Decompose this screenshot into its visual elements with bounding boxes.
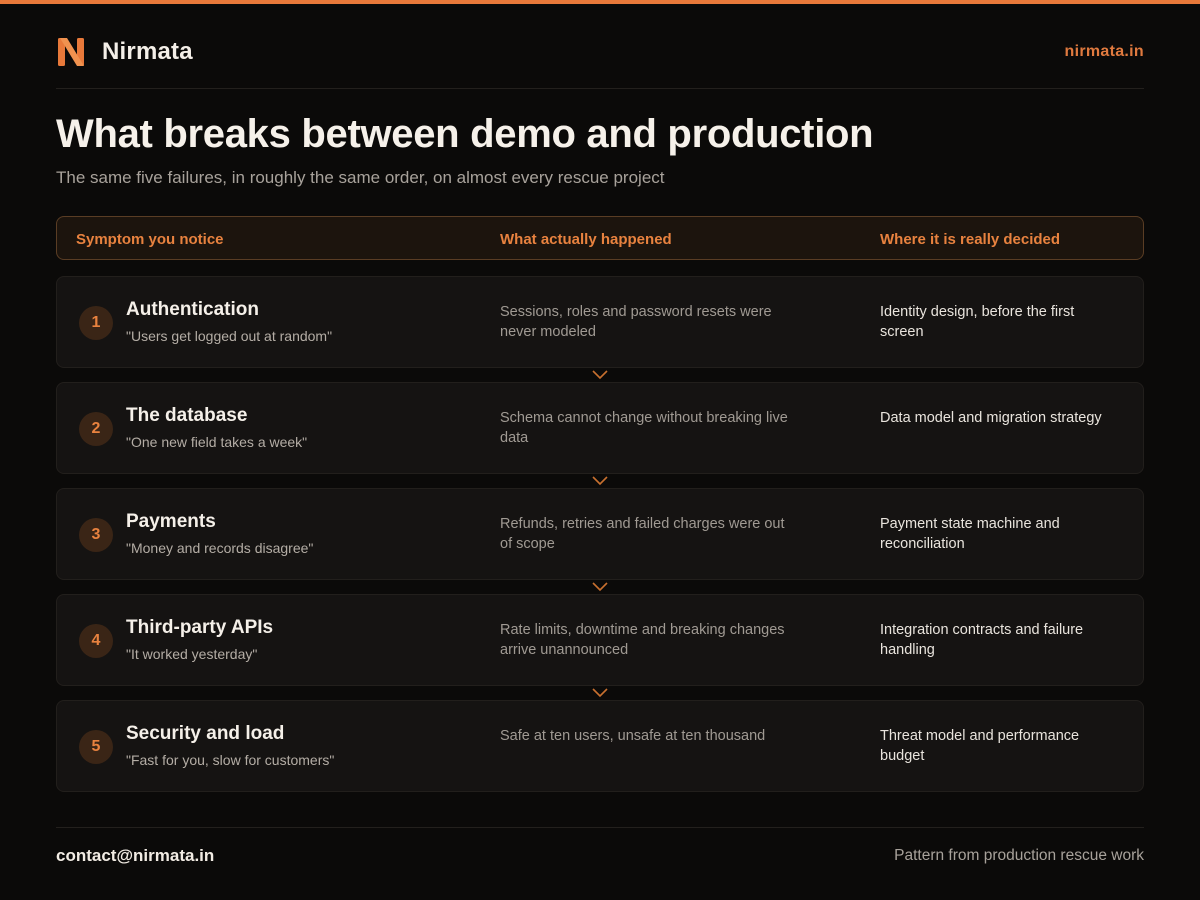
footer-divider: [56, 827, 1144, 828]
row-number-badge: 1: [79, 306, 113, 340]
contact-email-link[interactable]: contact@nirmata.in: [56, 846, 215, 865]
brand-name: Nirmata: [102, 38, 193, 65]
header: [56, 34, 1144, 70]
column-header-symptom: Symptom you notice: [76, 231, 224, 248]
page-title: What breaks between demo and production: [56, 112, 874, 156]
site-link[interactable]: nirmata.in: [1064, 43, 1144, 60]
header-divider: [56, 88, 1144, 89]
row-decided: Identity design, before the first screen: [880, 304, 1075, 340]
row-title: Payments: [126, 511, 216, 532]
row-symptom-quote: "It worked yesterday": [126, 646, 258, 662]
row-number-badge: 2: [79, 412, 113, 446]
chevron-down-icon: [591, 581, 609, 593]
row-number-badge: 4: [79, 624, 113, 658]
row-cause: Schema cannot change without breaking live data: [500, 410, 788, 446]
n-logo-icon: [56, 36, 88, 68]
table-row: [56, 276, 1144, 368]
chevron-down-icon: [591, 369, 609, 381]
row-cause: Rate limits, downtime and breaking changes arrive unannounced: [500, 622, 785, 658]
table-row: [56, 700, 1144, 792]
column-header-cause: What actually happened: [500, 231, 672, 248]
row-cause: Sessions, roles and password resets were never modeled: [500, 304, 772, 340]
table-row: [56, 488, 1144, 580]
row-title: Security and load: [126, 723, 285, 744]
table-row: [56, 594, 1144, 686]
row-number-badge: 5: [79, 730, 113, 764]
row-title: Authentication: [126, 299, 259, 320]
row-title: The database: [126, 405, 248, 426]
top-accent-bar: [0, 0, 1200, 4]
page-subtitle: The same five failures, in roughly the same order, on almost every rescue project: [56, 168, 665, 187]
table-header: [56, 216, 1144, 260]
row-cause: Safe at ten users, unsafe at ten thousand: [500, 728, 766, 744]
row-symptom-quote: "Users get logged out at random": [126, 328, 333, 344]
brand[interactable]: [56, 36, 193, 68]
row-symptom-quote: "Fast for you, slow for customers": [126, 752, 335, 768]
chevron-down-icon: [591, 475, 609, 487]
row-decided: Data model and migration strategy: [880, 410, 1102, 426]
row-title: Third-party APIs: [126, 617, 274, 638]
row-cause: Refunds, retries and failed charges were out of scope: [500, 516, 785, 552]
row-decided: Integration contracts and failure handling: [880, 622, 1084, 658]
row-number-badge: 3: [79, 518, 113, 552]
row-symptom-quote: "One new field takes a week": [126, 434, 308, 450]
chevron-down-icon: [591, 687, 609, 699]
column-header-decided: Where it is really decided: [880, 231, 1061, 248]
table-row: [56, 382, 1144, 474]
row-decided: Threat model and performance budget: [880, 728, 1080, 764]
footer-note: Pattern from production rescue work: [894, 847, 1144, 864]
row-symptom-quote: "Money and records disagree": [126, 540, 314, 556]
row-decided: Payment state machine and reconciliation: [880, 516, 1060, 552]
